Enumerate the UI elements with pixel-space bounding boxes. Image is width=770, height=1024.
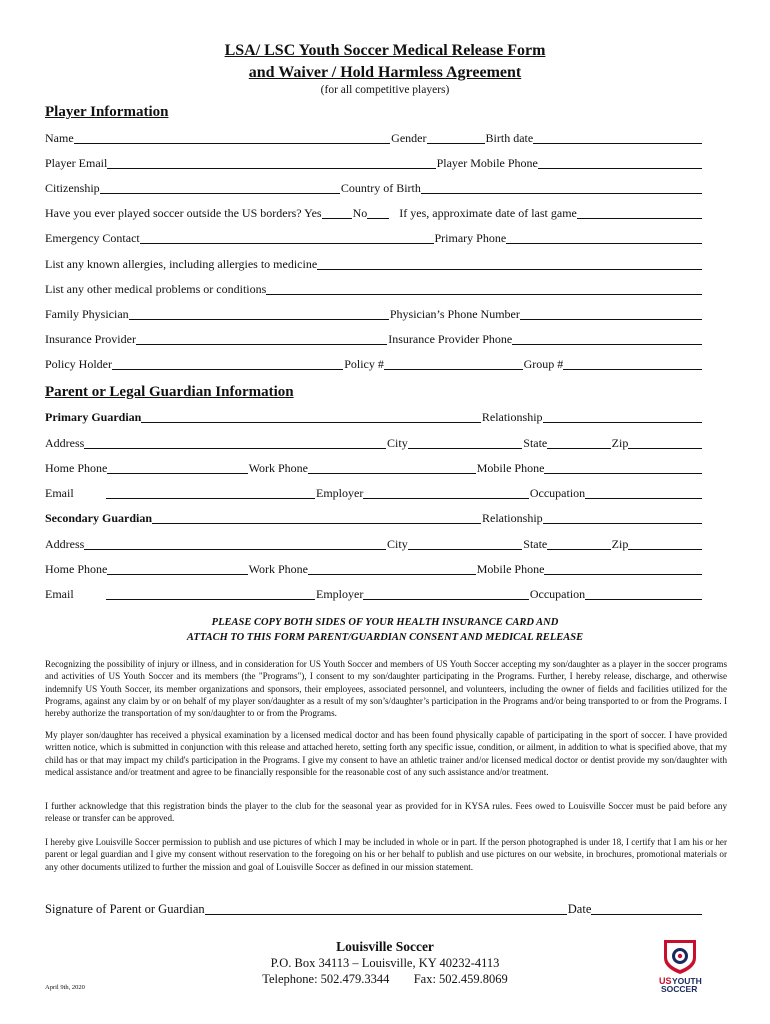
row-emergency-contact bbox=[45, 230, 703, 246]
birth-date-label: Birth date bbox=[485, 131, 534, 145]
policy-no-label: Policy # bbox=[344, 357, 384, 371]
primary-guardian-field[interactable] bbox=[141, 410, 481, 423]
emergency-contact-label: Emergency Contact bbox=[45, 231, 140, 245]
insurance-provider-label: Insurance Provider bbox=[45, 332, 136, 346]
no-label: No bbox=[352, 206, 368, 220]
footer-org: Louisville Soccer bbox=[336, 939, 434, 954]
allergies-field[interactable] bbox=[317, 257, 702, 270]
group-no-label: Group # bbox=[523, 357, 564, 371]
allergies-label: List any known allergies, including allergies to medicine bbox=[45, 257, 318, 271]
player-email-field[interactable] bbox=[107, 156, 435, 169]
name-field[interactable] bbox=[74, 131, 391, 144]
release-paragraph: Recognizing the possibility of injury or illness, and in consideration for US Youth Soccer and members of US Youth Soccer accepting my son/daughter as a player in the soccer programs and activities of US Youth Soccer and its members (the "Programs"), I consent to my son/daughter participating in the Programs. Further, I hereby release, discharge, and otherwise indemnify US Youth Soccer, its member organizations and sponsors, their employees, associated personnel, and volunteers, including the owner of fields and facilities utilized for the Programs, against any claim by or on behalf of my player son/daughter as a result of my son’s/daughter’s participation in the Programs and/or being transported to or from the Programs. I hereby authorize the transportation of my son/daughter to or from the Programs. bbox=[45, 659, 727, 719]
primary-phone-label: Primary Phone bbox=[434, 231, 507, 245]
registration-paragraph: I further acknowledge that this registration binds the player to the club for the seasonal year as provided for in KYSA rules. Fees owed to Louisville Soccer must be paid before any release or transfer can be approved. bbox=[45, 801, 727, 824]
row-secondary-guardian bbox=[45, 510, 703, 526]
form-revision-date: April 9th, 2020 bbox=[45, 984, 85, 991]
primary-zip-field[interactable] bbox=[628, 436, 702, 449]
primary-address-field[interactable] bbox=[84, 436, 386, 449]
row-family-physician bbox=[45, 306, 703, 322]
home-phone-label: Home Phone bbox=[45, 461, 108, 475]
played-outside-yes-field[interactable] bbox=[322, 206, 352, 219]
row-allergies bbox=[45, 256, 703, 272]
form-subtitle: (for all competitive players) bbox=[320, 84, 450, 96]
gender-field[interactable] bbox=[427, 131, 485, 144]
city-label: City bbox=[387, 537, 408, 551]
insurance-phone-field[interactable] bbox=[512, 332, 702, 345]
citizenship-label: Citizenship bbox=[45, 181, 100, 195]
row-secondary-phones bbox=[45, 561, 703, 577]
form-title-line2: and Waiver / Hold Harmless Agreement bbox=[248, 64, 522, 81]
secondary-email-field[interactable] bbox=[106, 587, 315, 600]
row-name bbox=[45, 130, 703, 146]
row-secondary-email bbox=[45, 586, 703, 602]
row-signature bbox=[45, 901, 703, 917]
emergency-contact-field[interactable] bbox=[140, 231, 434, 244]
if-yes-label: If yes, approximate date of last game bbox=[399, 206, 577, 220]
primary-relationship-field[interactable] bbox=[543, 410, 702, 423]
secondary-zip-field[interactable] bbox=[628, 537, 702, 550]
work-phone-label: Work Phone bbox=[248, 562, 308, 576]
email-label: Email bbox=[45, 486, 74, 500]
primary-employer-field[interactable] bbox=[363, 486, 529, 499]
last-game-date-field[interactable] bbox=[577, 206, 702, 219]
work-phone-label: Work Phone bbox=[248, 461, 308, 475]
employer-label: Employer bbox=[316, 587, 364, 601]
row-played-outside bbox=[45, 205, 703, 221]
secondary-address-field[interactable] bbox=[84, 537, 386, 550]
row-citizenship bbox=[45, 180, 703, 196]
row-primary-phones bbox=[45, 460, 703, 476]
secondary-guardian-field[interactable] bbox=[152, 511, 481, 524]
mobile-phone-label: Mobile Phone bbox=[476, 562, 545, 576]
row-insurance-provider bbox=[45, 331, 703, 347]
medical-paragraph: My player son/daughter has received a physical examination by a licensed medical doctor and has been found physically capable of participating in the sport of soccer. I have provided written notice, which is submitted in conjunction with this release and attached hereto, setting forth any specific issue, condition, or ailment, in addition to what is specified above, that my child has or that may impact my child's participation in the Programs. I give my consent to have an athletic trainer and/or licensed medical doctor or dentist provide my son/daughter with medical assistance and/or treatment and agree to be financially responsible for the reasonable cost of any such assistance and/or treatment. bbox=[45, 730, 727, 777]
primary-state-field[interactable] bbox=[547, 436, 610, 449]
logo-youth-text: YOUTH bbox=[672, 976, 702, 986]
state-label: State bbox=[523, 436, 548, 450]
city-label: City bbox=[387, 436, 408, 450]
row-policy bbox=[45, 356, 703, 372]
policy-holder-field[interactable] bbox=[112, 357, 343, 370]
primary-work-phone-field[interactable] bbox=[308, 461, 476, 474]
country-of-birth-field[interactable] bbox=[421, 181, 702, 194]
birth-date-field[interactable] bbox=[533, 131, 702, 144]
country-of-birth-label: Country of Birth bbox=[340, 181, 421, 195]
secondary-mobile-phone-field[interactable] bbox=[544, 562, 702, 575]
secondary-state-field[interactable] bbox=[547, 537, 610, 550]
footer-address: P.O. Box 34113 – Louisville, KY 40232-4113 bbox=[270, 956, 500, 970]
row-player-email bbox=[45, 155, 703, 171]
citizenship-field[interactable] bbox=[100, 181, 340, 194]
policy-holder-label: Policy Holder bbox=[45, 357, 112, 371]
state-label: State bbox=[523, 537, 548, 551]
policy-no-field[interactable] bbox=[384, 357, 523, 370]
medical-problems-label: List any other medical problems or conditions bbox=[45, 282, 267, 296]
player-email-label: Player Email bbox=[45, 156, 108, 170]
email-label: Email bbox=[45, 587, 74, 601]
gender-label: Gender bbox=[391, 131, 427, 145]
signature-date-field[interactable] bbox=[591, 902, 702, 915]
group-no-field[interactable] bbox=[563, 357, 702, 370]
family-physician-field[interactable] bbox=[129, 307, 389, 320]
home-phone-label: Home Phone bbox=[45, 562, 108, 576]
player-mobile-label: Player Mobile Phone bbox=[436, 156, 538, 170]
primary-guardian-label: Primary Guardian bbox=[45, 410, 142, 424]
row-medical-problems bbox=[45, 281, 703, 297]
signature-field[interactable] bbox=[205, 902, 567, 915]
row-primary-address bbox=[45, 435, 703, 451]
secondary-home-phone-field[interactable] bbox=[107, 562, 247, 575]
player-mobile-field[interactable] bbox=[538, 156, 702, 169]
physician-phone-label: Physician’s Phone Number bbox=[389, 307, 520, 321]
signature-label: Signature of Parent or Guardian bbox=[45, 902, 205, 916]
logo-soccer-text: SOCCER bbox=[661, 984, 698, 992]
row-primary-email bbox=[45, 485, 703, 501]
guardian-info-heading: Parent or Legal Guardian Information bbox=[45, 384, 294, 400]
primary-city-field[interactable] bbox=[408, 436, 523, 449]
physician-phone-field[interactable] bbox=[520, 307, 702, 320]
primary-home-phone-field[interactable] bbox=[107, 461, 247, 474]
us-youth-soccer-logo bbox=[658, 938, 702, 992]
form-title-line1: LSA/ LSC Youth Soccer Medical Release Form bbox=[224, 42, 546, 59]
secondary-occupation-field[interactable] bbox=[585, 587, 702, 600]
secondary-work-phone-field[interactable] bbox=[308, 562, 476, 575]
insurance-notice-line2: ATTACH TO THIS FORM PARENT/GUARDIAN CONSENT AND MEDICAL RELEASE bbox=[186, 632, 584, 643]
played-outside-label: Have you ever played soccer outside the US borders? Yes bbox=[45, 206, 322, 220]
employer-label: Employer bbox=[316, 486, 364, 500]
footer-telephone: Telephone: 502.479.3344 bbox=[262, 972, 390, 986]
family-physician-label: Family Physician bbox=[45, 307, 129, 321]
relationship-label: Relationship bbox=[481, 410, 543, 424]
secondary-city-field[interactable] bbox=[408, 537, 523, 550]
occupation-label: Occupation bbox=[529, 486, 586, 500]
address-label: Address bbox=[45, 537, 85, 551]
secondary-guardian-label: Secondary Guardian bbox=[45, 511, 153, 525]
insurance-phone-label: Insurance Provider Phone bbox=[388, 332, 513, 346]
zip-label: Zip bbox=[611, 537, 629, 551]
signature-date-label: Date bbox=[567, 902, 592, 916]
played-outside-no-field[interactable] bbox=[367, 206, 389, 219]
photo-paragraph: I hereby give Louisville Soccer permission to publish and use pictures of which I may be included in whole or in part. If the person photographed is under 18, I certify that I am his or her parent or legal guardian and I give my consent without reservation to the foregoing on his or her behalf to publish and use pictures on our website, in brochures, promotional materials or any other documents utilized to further the mission and goal of Louisville Soccer as defined in our mission statement. bbox=[45, 837, 727, 872]
primary-email-field[interactable] bbox=[106, 486, 315, 499]
secondary-relationship-field[interactable] bbox=[543, 511, 702, 524]
primary-occupation-field[interactable] bbox=[585, 486, 702, 499]
medical-problems-field[interactable] bbox=[266, 282, 702, 295]
logo-us-text: US bbox=[659, 976, 672, 986]
insurance-notice-line1: PLEASE COPY BOTH SIDES OF YOUR HEALTH INSURANCE CARD AND bbox=[211, 617, 559, 628]
address-label: Address bbox=[45, 436, 85, 450]
row-primary-guardian bbox=[45, 409, 703, 425]
name-label: Name bbox=[45, 131, 74, 145]
player-info-heading: Player Information bbox=[45, 104, 169, 120]
footer-contact bbox=[0, 972, 770, 987]
row-secondary-address bbox=[45, 536, 703, 552]
mobile-phone-label: Mobile Phone bbox=[476, 461, 545, 475]
zip-label: Zip bbox=[611, 436, 629, 450]
primary-mobile-phone-field[interactable] bbox=[544, 461, 702, 474]
occupation-label: Occupation bbox=[529, 587, 586, 601]
relationship-label: Relationship bbox=[481, 511, 543, 525]
secondary-employer-field[interactable] bbox=[363, 587, 529, 600]
insurance-provider-field[interactable] bbox=[136, 332, 387, 345]
footer-fax: Fax: 502.459.8069 bbox=[413, 972, 508, 986]
primary-phone-field[interactable] bbox=[506, 231, 702, 244]
